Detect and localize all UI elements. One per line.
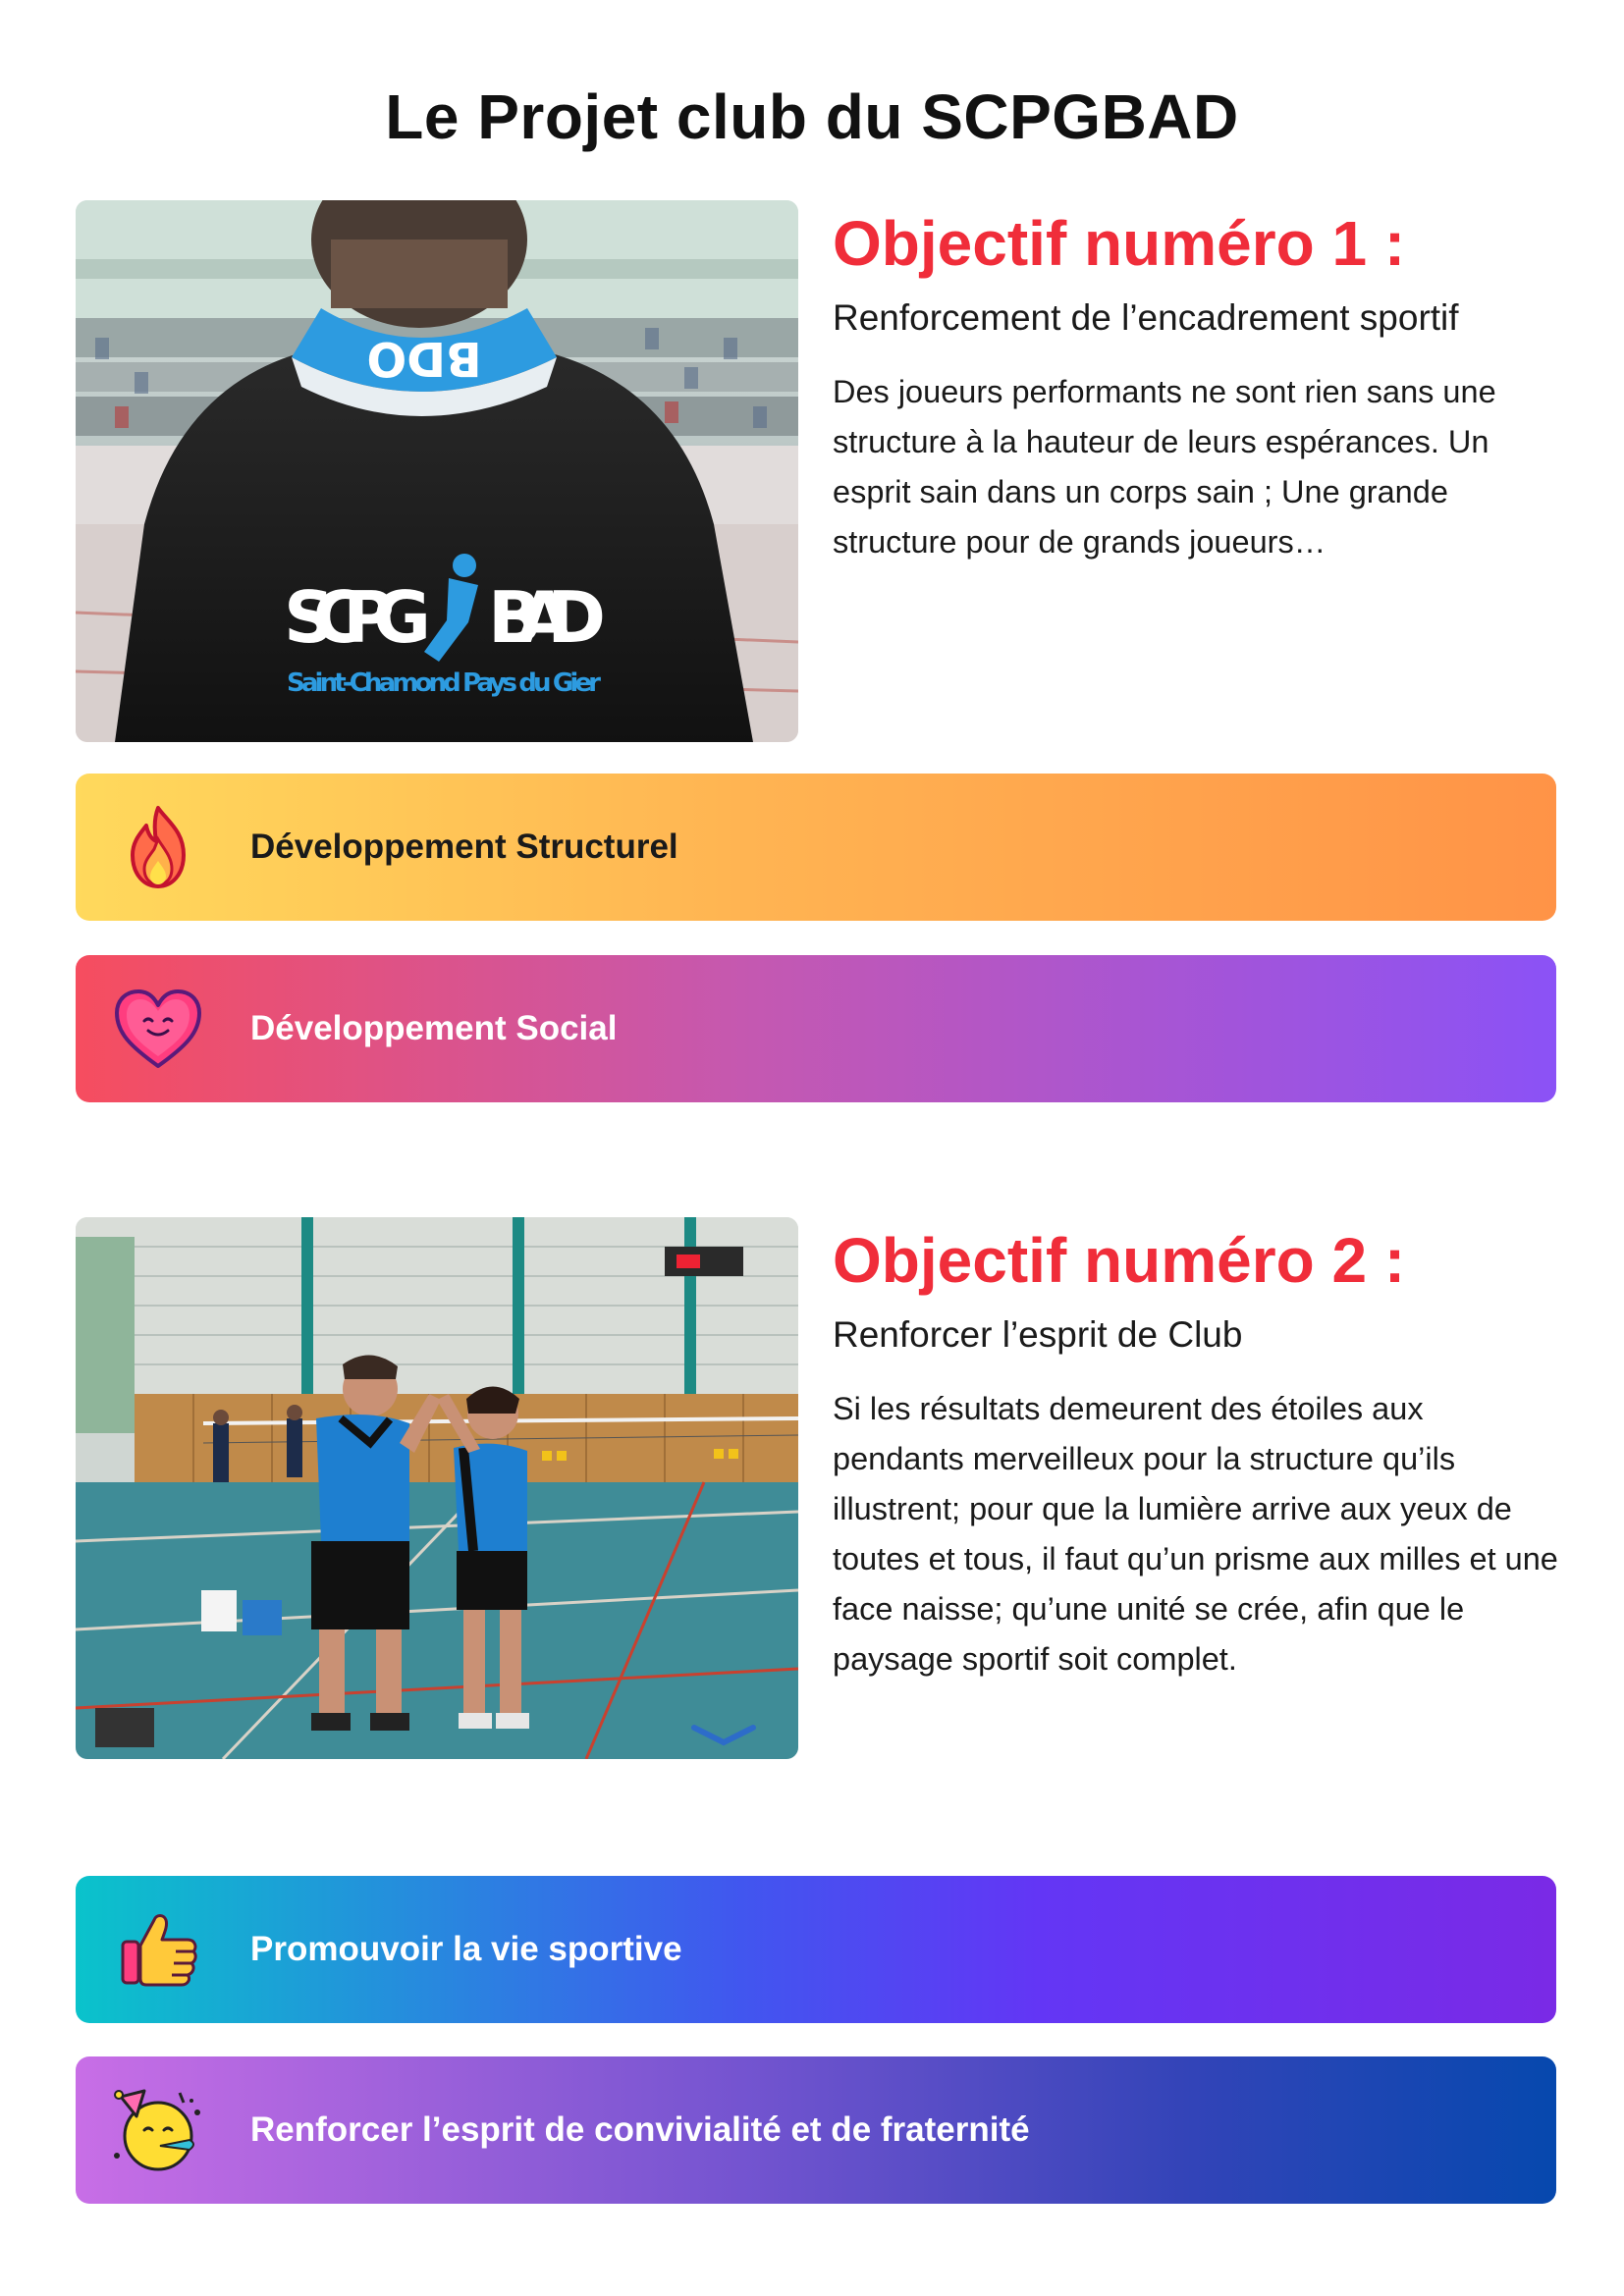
objective-title: Objectif numéro 1 : [833,208,1406,279]
objective-description: Si les résultats demeurent des étoiles aux pendants merveilleux pour la structure qu’ils illustrent; pour que la lumière arrive aux yeux de toutes et tous, il faut qu’un prisme aux milles et une face naisse; qu’une unité se crée, afin que le paysage sportif soit complet. [833,1391,1558,1677]
gym-players-photo [76,1217,798,1759]
club-jacket-photo [76,200,798,742]
jacket-logo-right: BAD [488,576,606,659]
banner-label: Promouvoir la vie sportive [250,1930,682,1968]
jacket-logo-left: SCPG [284,576,431,659]
banner-label: Développement Structurel [250,828,678,866]
objective-title: Objectif numéro 2 : [833,1225,1406,1296]
banner-developpement-social [76,955,1556,1102]
objective-subtitle: Renforcer l’esprit de Club [833,1314,1243,1355]
thumbs-up-icon [111,1902,205,1997]
banner-esprit-convivialite [76,2056,1556,2204]
fire-icon [111,800,205,894]
banner-label: Renforcer l’esprit de convivialité et de fraternité [250,2110,1030,2149]
jacket-caption: Saint-Chamond Pays du Gier [287,668,601,698]
page-title: Le Projet club du SCPGBAD [385,81,1239,152]
objective-description: Des joueurs performants ne sont rien sans une structure à la hauteur de leurs espérances. Un esprit sain dans un corps sain ; Une grande structure pour de grands joueurs… [833,374,1496,560]
banner-promouvoir-vie-sportive [76,1876,1556,2023]
party-face-icon [111,2083,205,2177]
objective-1 [833,204,1559,567]
smiling-heart-icon [111,982,205,1076]
towel-text: BDO [366,331,482,386]
banner-label: Développement Social [250,1009,618,1047]
objective-2 [833,1221,1559,1684]
banner-developpement-structurel [76,774,1556,921]
objective-subtitle: Renforcement de l’encadrement sportif [833,297,1459,338]
